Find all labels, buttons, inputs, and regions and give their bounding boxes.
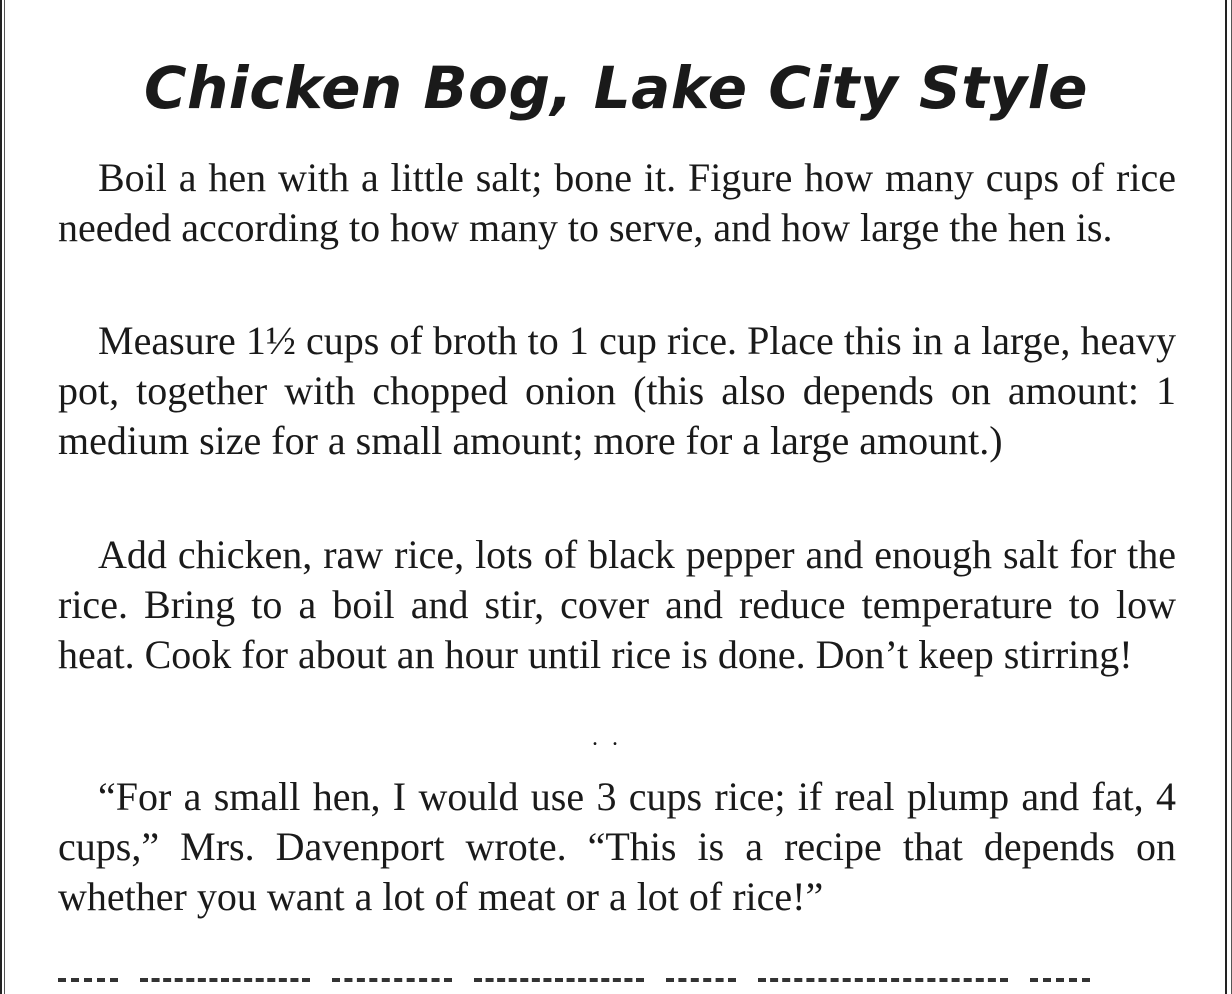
section-separator: . . <box>592 725 622 751</box>
cut-off-text-line <box>58 978 1176 994</box>
paragraph-add-chicken: Add chicken, raw rice, lots of black pepper and enough salt for the rice. Bring to a boil and stir, cover and reduce temperature to low heat. Cook for about an hour until rice is done. Don’t keep stirring! <box>58 532 1176 677</box>
left-column-rule <box>0 0 5 994</box>
paragraph-boil-hen: Boil a hen with a little salt; bone it. Figure how many cups of rice needed according to how many to serve, and how large the hen is. <box>58 155 1176 250</box>
right-column-rule <box>1225 0 1232 994</box>
paragraph-measure-broth: Measure 1½ cups of broth to 1 cup rice. Place this in a large, heavy pot, together with chopped onion (this also depends on amount: 1 medium size for a small amount; more for a large amount.) <box>58 318 1176 463</box>
paragraph-quote-davenport: “For a small hen, I would use 3 cups rice; if real plump and fat, 4 cups,” Mrs. Davenport wrote. “This is a recipe that depends on whether you want a lot of meat or a lot of rice!” <box>58 774 1176 919</box>
recipe-title: Chicken Bog, Lake City Style <box>143 54 1089 122</box>
